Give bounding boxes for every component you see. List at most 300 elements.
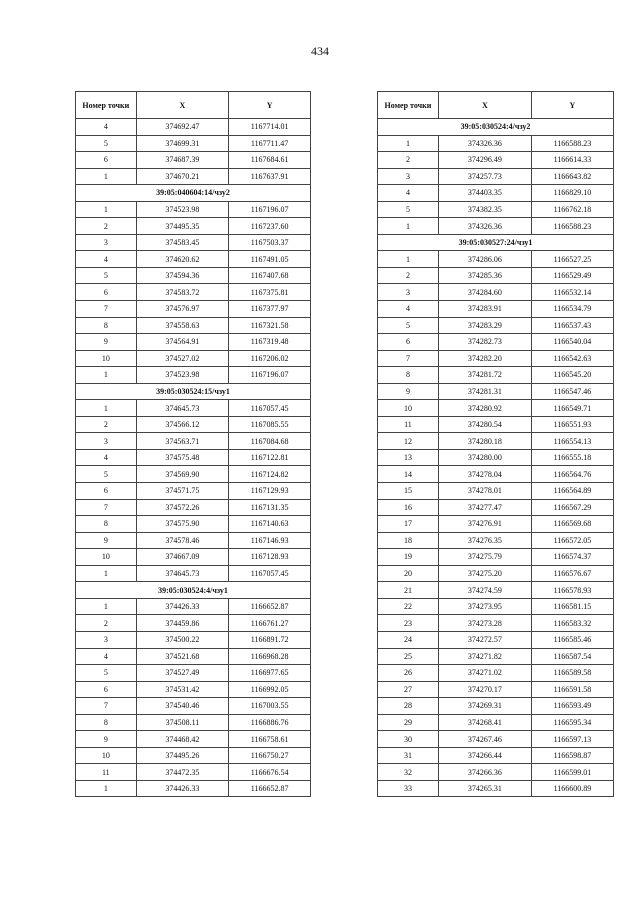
y-coordinate-cell: 1166532.14 bbox=[531, 284, 613, 301]
x-coordinate-cell: 374276.91 bbox=[438, 516, 531, 533]
y-coordinate-cell: 1166643.82 bbox=[531, 168, 613, 185]
point-number-cell: 31 bbox=[378, 747, 439, 764]
point-number-cell: 1 bbox=[76, 780, 137, 797]
table-row bbox=[378, 466, 614, 483]
section-title: 39:05:030524:4/чзу1 bbox=[76, 582, 311, 599]
section-row bbox=[76, 582, 311, 599]
y-coordinate-cell: 1166529.49 bbox=[531, 267, 613, 284]
point-number-cell: 10 bbox=[76, 350, 137, 367]
point-number-cell: 2 bbox=[76, 416, 137, 433]
table-header-row bbox=[378, 92, 614, 119]
x-coordinate-cell: 374382.35 bbox=[438, 201, 531, 218]
x-coordinate-cell: 374645.73 bbox=[136, 400, 229, 417]
table-row bbox=[378, 483, 614, 500]
x-coordinate-cell: 374296.49 bbox=[438, 152, 531, 169]
point-number-cell: 3 bbox=[378, 168, 439, 185]
y-coordinate-cell: 1166597.13 bbox=[531, 731, 613, 748]
point-number-cell: 11 bbox=[76, 764, 137, 781]
y-coordinate-cell: 1167196.07 bbox=[229, 201, 311, 218]
y-coordinate-cell: 1166761.27 bbox=[229, 615, 311, 632]
point-number-cell: 1 bbox=[378, 218, 439, 235]
y-coordinate-cell: 1167377.97 bbox=[229, 301, 311, 318]
y-coordinate-cell: 1166598.87 bbox=[531, 747, 613, 764]
table-row bbox=[378, 218, 614, 235]
table-row bbox=[76, 284, 311, 301]
x-coordinate-cell: 374403.35 bbox=[438, 185, 531, 202]
x-coordinate-cell: 374527.02 bbox=[136, 350, 229, 367]
table-row bbox=[378, 284, 614, 301]
x-coordinate-cell: 374276.35 bbox=[438, 532, 531, 549]
point-number-cell: 20 bbox=[378, 565, 439, 582]
table-row bbox=[76, 350, 311, 367]
table-row bbox=[378, 449, 614, 466]
y-coordinate-cell: 1167714.01 bbox=[229, 119, 311, 136]
section-title: 39:05:040604:14/чзу2 bbox=[76, 185, 311, 202]
table-row bbox=[378, 648, 614, 665]
table-row bbox=[378, 780, 614, 797]
table-row bbox=[76, 499, 311, 516]
y-coordinate-cell: 1166588.23 bbox=[531, 135, 613, 152]
table-row bbox=[378, 764, 614, 781]
table-row bbox=[378, 714, 614, 731]
x-coordinate-cell: 374687.39 bbox=[136, 152, 229, 169]
x-coordinate-cell: 374266.44 bbox=[438, 747, 531, 764]
x-coordinate-cell: 374692.47 bbox=[136, 119, 229, 136]
table-row bbox=[378, 350, 614, 367]
table-row bbox=[378, 681, 614, 698]
point-number-cell: 2 bbox=[76, 218, 137, 235]
point-number-cell: 24 bbox=[378, 631, 439, 648]
y-coordinate-cell: 1167503.37 bbox=[229, 234, 311, 251]
point-number-cell: 22 bbox=[378, 598, 439, 615]
x-coordinate-cell: 374576.97 bbox=[136, 301, 229, 318]
x-coordinate-cell: 374269.31 bbox=[438, 698, 531, 715]
y-coordinate-cell: 1167124.82 bbox=[229, 466, 311, 483]
y-coordinate-cell: 1166537.43 bbox=[531, 317, 613, 334]
y-coordinate-cell: 1166587.54 bbox=[531, 648, 613, 665]
point-number-cell: 10 bbox=[76, 549, 137, 566]
point-number-cell: 5 bbox=[76, 466, 137, 483]
point-number-cell: 2 bbox=[378, 267, 439, 284]
table-row bbox=[76, 681, 311, 698]
table-row bbox=[378, 582, 614, 599]
y-coordinate-cell: 1166549.71 bbox=[531, 400, 613, 417]
x-coordinate-cell: 374280.00 bbox=[438, 449, 531, 466]
point-number-cell: 3 bbox=[378, 284, 439, 301]
table-row bbox=[76, 119, 311, 136]
x-coordinate-cell: 374575.48 bbox=[136, 449, 229, 466]
point-number-cell: 8 bbox=[378, 367, 439, 384]
point-number-cell: 10 bbox=[76, 747, 137, 764]
point-number-cell: 15 bbox=[378, 483, 439, 500]
x-coordinate-cell: 374583.72 bbox=[136, 284, 229, 301]
point-number-cell: 14 bbox=[378, 466, 439, 483]
table-row bbox=[378, 416, 614, 433]
header-x: X bbox=[136, 92, 229, 119]
x-coordinate-cell: 374583.45 bbox=[136, 234, 229, 251]
table-row bbox=[76, 549, 311, 566]
point-number-cell: 23 bbox=[378, 615, 439, 632]
x-coordinate-cell: 374281.31 bbox=[438, 383, 531, 400]
point-number-cell: 6 bbox=[76, 284, 137, 301]
point-number-cell: 1 bbox=[76, 400, 137, 417]
table-row bbox=[76, 218, 311, 235]
x-coordinate-cell: 374285.36 bbox=[438, 267, 531, 284]
point-number-cell: 1 bbox=[76, 367, 137, 384]
x-coordinate-cell: 374272.57 bbox=[438, 631, 531, 648]
point-number-cell: 8 bbox=[76, 714, 137, 731]
point-number-cell: 11 bbox=[378, 416, 439, 433]
x-coordinate-cell: 374273.28 bbox=[438, 615, 531, 632]
section-title: 39:05:030527:24/чзу1 bbox=[378, 234, 614, 251]
x-coordinate-cell: 374283.29 bbox=[438, 317, 531, 334]
table-row bbox=[76, 152, 311, 169]
y-coordinate-cell: 1167128.93 bbox=[229, 549, 311, 566]
section-row bbox=[76, 185, 311, 202]
y-coordinate-cell: 1166581.15 bbox=[531, 598, 613, 615]
table-row bbox=[76, 400, 311, 417]
point-number-cell: 25 bbox=[378, 648, 439, 665]
point-number-cell: 1 bbox=[76, 565, 137, 582]
y-coordinate-cell: 1166599.01 bbox=[531, 764, 613, 781]
table-row bbox=[378, 367, 614, 384]
table-row bbox=[378, 267, 614, 284]
x-coordinate-cell: 374563.71 bbox=[136, 433, 229, 450]
table-row bbox=[76, 698, 311, 715]
point-number-cell: 21 bbox=[378, 582, 439, 599]
x-coordinate-cell: 374670.21 bbox=[136, 168, 229, 185]
table-row bbox=[378, 532, 614, 549]
table-row bbox=[378, 747, 614, 764]
y-coordinate-cell: 1166583.32 bbox=[531, 615, 613, 632]
table-row bbox=[76, 466, 311, 483]
y-coordinate-cell: 1166676.54 bbox=[229, 764, 311, 781]
table-row bbox=[76, 234, 311, 251]
y-coordinate-cell: 1166542.63 bbox=[531, 350, 613, 367]
y-coordinate-cell: 1166567.29 bbox=[531, 499, 613, 516]
x-coordinate-cell: 374594.36 bbox=[136, 267, 229, 284]
x-coordinate-cell: 374270.17 bbox=[438, 681, 531, 698]
x-coordinate-cell: 374273.95 bbox=[438, 598, 531, 615]
y-coordinate-cell: 1167146.93 bbox=[229, 532, 311, 549]
x-coordinate-cell: 374268.41 bbox=[438, 714, 531, 731]
point-number-cell: 7 bbox=[76, 698, 137, 715]
header-y: Y bbox=[531, 92, 613, 119]
section-title: 39:05:030524:15/чзу1 bbox=[76, 383, 311, 400]
y-coordinate-cell: 1167319.48 bbox=[229, 334, 311, 351]
table-row bbox=[378, 433, 614, 450]
x-coordinate-cell: 374571.75 bbox=[136, 483, 229, 500]
x-coordinate-cell: 374575.90 bbox=[136, 516, 229, 533]
section-row bbox=[378, 234, 614, 251]
x-coordinate-cell: 374275.20 bbox=[438, 565, 531, 582]
table-row bbox=[378, 383, 614, 400]
y-coordinate-cell: 1167711.47 bbox=[229, 135, 311, 152]
section-row bbox=[378, 119, 614, 136]
point-number-cell: 17 bbox=[378, 516, 439, 533]
y-coordinate-cell: 1167407.68 bbox=[229, 267, 311, 284]
table-row bbox=[76, 532, 311, 549]
y-coordinate-cell: 1166534.79 bbox=[531, 301, 613, 318]
table-body-right bbox=[378, 119, 614, 797]
point-number-cell: 1 bbox=[76, 168, 137, 185]
point-number-cell: 3 bbox=[76, 433, 137, 450]
point-number-cell: 7 bbox=[76, 301, 137, 318]
y-coordinate-cell: 1166578.93 bbox=[531, 582, 613, 599]
coordinates-table-left bbox=[75, 91, 311, 797]
table-row bbox=[378, 499, 614, 516]
x-coordinate-cell: 374521.68 bbox=[136, 648, 229, 665]
y-coordinate-cell: 1166569.68 bbox=[531, 516, 613, 533]
x-coordinate-cell: 374569.90 bbox=[136, 466, 229, 483]
table-row bbox=[76, 731, 311, 748]
x-coordinate-cell: 374271.02 bbox=[438, 665, 531, 682]
point-number-cell: 1 bbox=[76, 201, 137, 218]
table-row bbox=[76, 201, 311, 218]
x-coordinate-cell: 374620.62 bbox=[136, 251, 229, 268]
point-number-cell: 7 bbox=[378, 350, 439, 367]
y-coordinate-cell: 1167129.93 bbox=[229, 483, 311, 500]
y-coordinate-cell: 1166886.76 bbox=[229, 714, 311, 731]
point-number-cell: 1 bbox=[378, 251, 439, 268]
table-row bbox=[76, 565, 311, 582]
x-coordinate-cell: 374523.98 bbox=[136, 201, 229, 218]
table-row bbox=[378, 251, 614, 268]
table-body-left bbox=[76, 119, 311, 797]
y-coordinate-cell: 1167321.58 bbox=[229, 317, 311, 334]
header-point-number: Номер точки bbox=[378, 92, 439, 119]
x-coordinate-cell: 374527.49 bbox=[136, 665, 229, 682]
point-number-cell: 10 bbox=[378, 400, 439, 417]
point-number-cell: 6 bbox=[76, 483, 137, 500]
y-coordinate-cell: 1166968.28 bbox=[229, 648, 311, 665]
x-coordinate-cell: 374645.73 bbox=[136, 565, 229, 582]
point-number-cell: 5 bbox=[378, 317, 439, 334]
y-coordinate-cell: 1167206.02 bbox=[229, 350, 311, 367]
y-coordinate-cell: 1166652.87 bbox=[229, 780, 311, 797]
table-row bbox=[76, 714, 311, 731]
y-coordinate-cell: 1167637.91 bbox=[229, 168, 311, 185]
y-coordinate-cell: 1167196.07 bbox=[229, 367, 311, 384]
table-row bbox=[378, 334, 614, 351]
header-point-number: Номер точки bbox=[76, 92, 137, 119]
y-coordinate-cell: 1167084.68 bbox=[229, 433, 311, 450]
point-number-cell: 5 bbox=[76, 267, 137, 284]
x-coordinate-cell: 374280.54 bbox=[438, 416, 531, 433]
x-coordinate-cell: 374271.82 bbox=[438, 648, 531, 665]
table-row bbox=[76, 780, 311, 797]
x-coordinate-cell: 374508.11 bbox=[136, 714, 229, 731]
x-coordinate-cell: 374283.91 bbox=[438, 301, 531, 318]
x-coordinate-cell: 374564.91 bbox=[136, 334, 229, 351]
table-row bbox=[378, 698, 614, 715]
point-number-cell: 19 bbox=[378, 549, 439, 566]
y-coordinate-cell: 1166551.93 bbox=[531, 416, 613, 433]
table-row bbox=[76, 416, 311, 433]
y-coordinate-cell: 1166614.33 bbox=[531, 152, 613, 169]
y-coordinate-cell: 1166576.67 bbox=[531, 565, 613, 582]
table-row bbox=[378, 201, 614, 218]
x-coordinate-cell: 374523.98 bbox=[136, 367, 229, 384]
x-coordinate-cell: 374495.26 bbox=[136, 747, 229, 764]
point-number-cell: 26 bbox=[378, 665, 439, 682]
table-row bbox=[378, 598, 614, 615]
y-coordinate-cell: 1167237.60 bbox=[229, 218, 311, 235]
y-coordinate-cell: 1167122.81 bbox=[229, 449, 311, 466]
y-coordinate-cell: 1167140.63 bbox=[229, 516, 311, 533]
point-number-cell: 4 bbox=[76, 648, 137, 665]
point-number-cell: 4 bbox=[76, 251, 137, 268]
point-number-cell: 28 bbox=[378, 698, 439, 715]
y-coordinate-cell: 1167003.55 bbox=[229, 698, 311, 715]
x-coordinate-cell: 374326.36 bbox=[438, 135, 531, 152]
x-coordinate-cell: 374472.35 bbox=[136, 764, 229, 781]
x-coordinate-cell: 374667.09 bbox=[136, 549, 229, 566]
x-coordinate-cell: 374277.47 bbox=[438, 499, 531, 516]
table-row bbox=[76, 433, 311, 450]
y-coordinate-cell: 1166593.49 bbox=[531, 698, 613, 715]
table-row bbox=[378, 516, 614, 533]
table-row bbox=[76, 516, 311, 533]
x-coordinate-cell: 374275.79 bbox=[438, 549, 531, 566]
x-coordinate-cell: 374540.46 bbox=[136, 698, 229, 715]
x-coordinate-cell: 374558.63 bbox=[136, 317, 229, 334]
point-number-cell: 6 bbox=[378, 334, 439, 351]
y-coordinate-cell: 1166585.46 bbox=[531, 631, 613, 648]
point-number-cell: 4 bbox=[378, 301, 439, 318]
x-coordinate-cell: 374267.46 bbox=[438, 731, 531, 748]
x-coordinate-cell: 374266.36 bbox=[438, 764, 531, 781]
table-row bbox=[76, 747, 311, 764]
x-coordinate-cell: 374282.20 bbox=[438, 350, 531, 367]
y-coordinate-cell: 1166564.76 bbox=[531, 466, 613, 483]
point-number-cell: 2 bbox=[378, 152, 439, 169]
table-row bbox=[378, 565, 614, 582]
x-coordinate-cell: 374572.26 bbox=[136, 499, 229, 516]
x-coordinate-cell: 374278.01 bbox=[438, 483, 531, 500]
y-coordinate-cell: 1167057.45 bbox=[229, 565, 311, 582]
table-row bbox=[378, 631, 614, 648]
x-coordinate-cell: 374426.33 bbox=[136, 780, 229, 797]
y-coordinate-cell: 1167131.35 bbox=[229, 499, 311, 516]
table-row bbox=[76, 665, 311, 682]
point-number-cell: 9 bbox=[76, 334, 137, 351]
y-coordinate-cell: 1166554.13 bbox=[531, 433, 613, 450]
y-coordinate-cell: 1166547.46 bbox=[531, 383, 613, 400]
point-number-cell: 18 bbox=[378, 532, 439, 549]
point-number-cell: 7 bbox=[76, 499, 137, 516]
table-row bbox=[76, 367, 311, 384]
y-coordinate-cell: 1166588.23 bbox=[531, 218, 613, 235]
x-coordinate-cell: 374280.18 bbox=[438, 433, 531, 450]
section-row bbox=[76, 383, 311, 400]
y-coordinate-cell: 1166600.89 bbox=[531, 780, 613, 797]
point-number-cell: 33 bbox=[378, 780, 439, 797]
point-number-cell: 32 bbox=[378, 764, 439, 781]
x-coordinate-cell: 374286.06 bbox=[438, 251, 531, 268]
x-coordinate-cell: 374426.33 bbox=[136, 598, 229, 615]
table-row bbox=[378, 135, 614, 152]
y-coordinate-cell: 1166555.18 bbox=[531, 449, 613, 466]
x-coordinate-cell: 374265.31 bbox=[438, 780, 531, 797]
y-coordinate-cell: 1166750.27 bbox=[229, 747, 311, 764]
point-number-cell: 3 bbox=[76, 631, 137, 648]
table-row bbox=[76, 135, 311, 152]
y-coordinate-cell: 1166762.18 bbox=[531, 201, 613, 218]
point-number-cell: 5 bbox=[76, 665, 137, 682]
table-row bbox=[378, 185, 614, 202]
x-coordinate-cell: 374578.46 bbox=[136, 532, 229, 549]
x-coordinate-cell: 374699.31 bbox=[136, 135, 229, 152]
table-row bbox=[76, 631, 311, 648]
x-coordinate-cell: 374281.72 bbox=[438, 367, 531, 384]
table-row bbox=[76, 168, 311, 185]
table-row bbox=[76, 648, 311, 665]
point-number-cell: 12 bbox=[378, 433, 439, 450]
header-y: Y bbox=[229, 92, 311, 119]
point-number-cell: 5 bbox=[76, 135, 137, 152]
x-coordinate-cell: 374274.59 bbox=[438, 582, 531, 599]
page-number: 434 bbox=[311, 44, 329, 58]
point-number-cell: 6 bbox=[76, 152, 137, 169]
y-coordinate-cell: 1166652.87 bbox=[229, 598, 311, 615]
x-coordinate-cell: 374257.73 bbox=[438, 168, 531, 185]
header-x: X bbox=[438, 92, 531, 119]
x-coordinate-cell: 374468.42 bbox=[136, 731, 229, 748]
point-number-cell: 9 bbox=[76, 532, 137, 549]
x-coordinate-cell: 374280.92 bbox=[438, 400, 531, 417]
point-number-cell: 9 bbox=[378, 383, 439, 400]
table-row bbox=[378, 731, 614, 748]
point-number-cell: 8 bbox=[76, 516, 137, 533]
y-coordinate-cell: 1166545.20 bbox=[531, 367, 613, 384]
table-row bbox=[378, 400, 614, 417]
table-row bbox=[76, 598, 311, 615]
y-coordinate-cell: 1166595.34 bbox=[531, 714, 613, 731]
section-title: 39:05:030524:4/чзу2 bbox=[378, 119, 614, 136]
y-coordinate-cell: 1166589.58 bbox=[531, 665, 613, 682]
table-row bbox=[76, 301, 311, 318]
x-coordinate-cell: 374326.36 bbox=[438, 218, 531, 235]
coordinates-table-right bbox=[377, 91, 614, 797]
y-coordinate-cell: 1166992.05 bbox=[229, 681, 311, 698]
y-coordinate-cell: 1167057.45 bbox=[229, 400, 311, 417]
table-row bbox=[378, 615, 614, 632]
point-number-cell: 4 bbox=[378, 185, 439, 202]
y-coordinate-cell: 1167375.81 bbox=[229, 284, 311, 301]
point-number-cell: 6 bbox=[76, 681, 137, 698]
y-coordinate-cell: 1166977.65 bbox=[229, 665, 311, 682]
y-coordinate-cell: 1167491.05 bbox=[229, 251, 311, 268]
point-number-cell: 4 bbox=[76, 119, 137, 136]
table-header-row bbox=[76, 92, 311, 119]
y-coordinate-cell: 1167684.61 bbox=[229, 152, 311, 169]
y-coordinate-cell: 1166540.04 bbox=[531, 334, 613, 351]
point-number-cell: 27 bbox=[378, 681, 439, 698]
x-coordinate-cell: 374500.22 bbox=[136, 631, 229, 648]
point-number-cell: 9 bbox=[76, 731, 137, 748]
point-number-cell: 30 bbox=[378, 731, 439, 748]
table-row bbox=[378, 301, 614, 318]
table-row bbox=[378, 317, 614, 334]
table-row bbox=[76, 483, 311, 500]
table-row bbox=[76, 764, 311, 781]
x-coordinate-cell: 374284.60 bbox=[438, 284, 531, 301]
point-number-cell: 4 bbox=[76, 449, 137, 466]
y-coordinate-cell: 1166758.61 bbox=[229, 731, 311, 748]
point-number-cell: 8 bbox=[76, 317, 137, 334]
table-row bbox=[76, 251, 311, 268]
